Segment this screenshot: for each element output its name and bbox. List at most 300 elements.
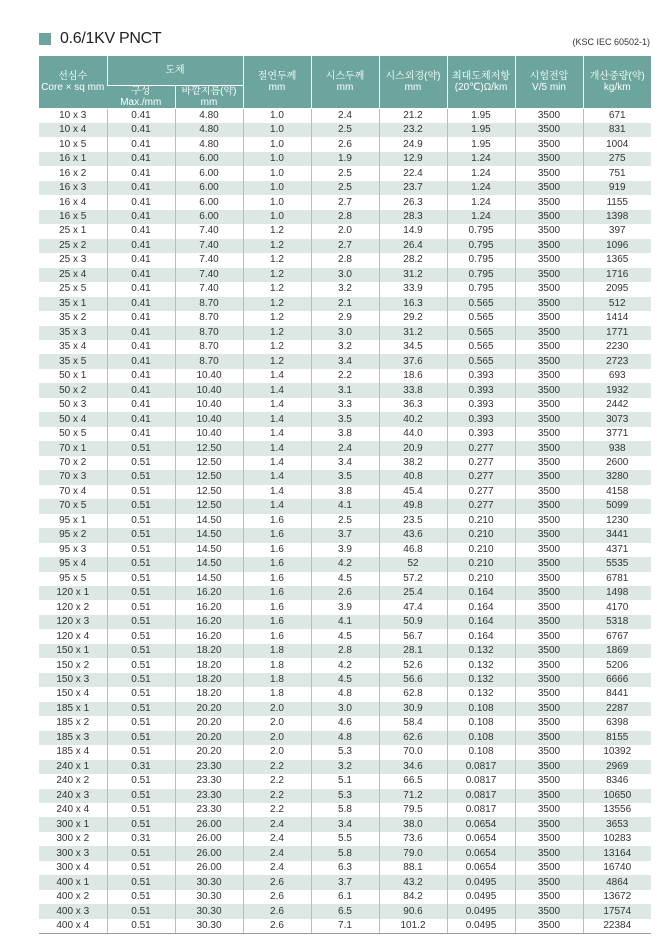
cell-weight: 1096 xyxy=(583,239,651,253)
cell-insulation: 1.0 xyxy=(243,210,311,224)
cell-outer-dia: 26.00 xyxy=(175,861,243,875)
cell-voltage: 3500 xyxy=(515,412,583,426)
cell-voltage: 3500 xyxy=(515,846,583,860)
cell-weight: 671 xyxy=(583,108,651,123)
cell-composition: 0.51 xyxy=(107,572,175,586)
cell-sheath: 3.0 xyxy=(311,268,379,282)
cell-insulation: 2.0 xyxy=(243,731,311,745)
table-row xyxy=(39,268,651,282)
cell-outer-dia: 20.20 xyxy=(175,731,243,745)
cell-core: 25 x 2 xyxy=(39,239,107,253)
cell-sheath-od: 37.6 xyxy=(379,354,447,368)
cell-insulation: 1.2 xyxy=(243,224,311,238)
table-row xyxy=(39,600,651,614)
cell-voltage: 3500 xyxy=(515,673,583,687)
cell-sheath: 5.3 xyxy=(311,789,379,803)
cell-weight: 693 xyxy=(583,369,651,383)
table-row xyxy=(39,774,651,788)
cell-outer-dia: 6.00 xyxy=(175,195,243,209)
table-row xyxy=(39,543,651,557)
cell-composition: 0.41 xyxy=(107,383,175,397)
cell-voltage: 3500 xyxy=(515,861,583,875)
cell-insulation: 1.6 xyxy=(243,543,311,557)
cell-resistance: 0.277 xyxy=(447,441,515,455)
cell-weight: 1869 xyxy=(583,644,651,658)
cell-sheath-od: 25.4 xyxy=(379,586,447,600)
cell-sheath: 2.8 xyxy=(311,253,379,267)
cell-sheath-od: 56.6 xyxy=(379,673,447,687)
table-row xyxy=(39,702,651,716)
cell-voltage: 3500 xyxy=(515,731,583,745)
cell-sheath: 2.7 xyxy=(311,195,379,209)
table-row xyxy=(39,253,651,267)
cell-sheath: 4.5 xyxy=(311,572,379,586)
cell-outer-dia: 23.30 xyxy=(175,803,243,817)
cell-weight: 5318 xyxy=(583,615,651,629)
cell-voltage: 3500 xyxy=(515,181,583,195)
cell-sheath-od: 90.6 xyxy=(379,904,447,918)
table-row xyxy=(39,832,651,846)
cell-sheath: 6.1 xyxy=(311,890,379,904)
table-row xyxy=(39,383,651,397)
table-row xyxy=(39,789,651,803)
cell-outer-dia: 10.40 xyxy=(175,427,243,441)
table-row xyxy=(39,875,651,889)
header-weight-unit: kg/km xyxy=(603,81,631,93)
cell-sheath-od: 40.2 xyxy=(379,412,447,426)
cell-sheath: 2.6 xyxy=(311,137,379,151)
cell-sheath: 3.3 xyxy=(311,398,379,412)
cell-resistance: 0.0654 xyxy=(447,861,515,875)
cell-weight: 1414 xyxy=(583,311,651,325)
cell-weight: 4170 xyxy=(583,600,651,614)
cell-sheath: 3.4 xyxy=(311,456,379,470)
cell-resistance: 1.95 xyxy=(447,123,515,137)
cell-sheath-od: 45.4 xyxy=(379,485,447,499)
cell-sheath-od: 28.3 xyxy=(379,210,447,224)
cell-outer-dia: 20.20 xyxy=(175,745,243,759)
spec-table xyxy=(39,56,651,934)
cell-core: 120 x 3 xyxy=(39,615,107,629)
cell-voltage: 3500 xyxy=(515,166,583,180)
cell-outer-dia: 30.30 xyxy=(175,890,243,904)
cell-weight: 1004 xyxy=(583,137,651,151)
cell-insulation: 2.4 xyxy=(243,832,311,846)
cell-resistance: 0.210 xyxy=(447,528,515,542)
cell-resistance: 0.0495 xyxy=(447,904,515,918)
cell-resistance: 0.795 xyxy=(447,224,515,238)
cell-resistance: 0.565 xyxy=(447,311,515,325)
cell-core: 120 x 1 xyxy=(39,586,107,600)
header-core xyxy=(39,56,107,108)
cell-outer-dia: 26.00 xyxy=(175,846,243,860)
cell-weight: 10650 xyxy=(583,789,651,803)
cell-sheath: 5.3 xyxy=(311,745,379,759)
cell-weight: 2287 xyxy=(583,702,651,716)
table-row xyxy=(39,528,651,542)
cell-composition: 0.51 xyxy=(107,673,175,687)
cell-outer-dia: 7.40 xyxy=(175,239,243,253)
cell-voltage: 3500 xyxy=(515,760,583,774)
cell-resistance: 0.393 xyxy=(447,398,515,412)
table-row xyxy=(39,282,651,296)
cell-insulation: 1.2 xyxy=(243,311,311,325)
cell-sheath-od: 28.2 xyxy=(379,253,447,267)
cell-weight: 17574 xyxy=(583,904,651,918)
cell-core: 150 x 4 xyxy=(56,688,90,700)
table-row xyxy=(39,557,651,571)
cell-outer-dia: 18.20 xyxy=(175,687,243,701)
cell-insulation: 1.2 xyxy=(243,268,311,282)
cell-core: 16 x 2 xyxy=(59,167,87,179)
cell-resistance: 0.795 xyxy=(447,268,515,282)
cell-sheath: 3.4 xyxy=(311,354,379,368)
cell-voltage: 3500 xyxy=(515,137,583,151)
cell-voltage: 3500 xyxy=(515,470,583,484)
cell-sheath-od: 28.1 xyxy=(379,644,447,658)
cell-sheath-od: 58.4 xyxy=(379,716,447,730)
cell-composition: 0.51 xyxy=(107,789,175,803)
cell-core: 185 x 1 xyxy=(39,702,107,716)
header-sheath-od-unit: mm xyxy=(404,81,422,93)
cell-voltage: 3500 xyxy=(515,716,583,730)
table-row xyxy=(39,904,651,918)
cell-sheath-od: 29.2 xyxy=(379,311,447,325)
cell-resistance: 0.0654 xyxy=(447,832,515,846)
cell-core: 16 x 4 xyxy=(59,196,87,208)
cell-outer-dia: 10.40 xyxy=(175,412,243,426)
cell-core: 95 x 5 xyxy=(59,572,87,584)
cell-voltage: 3500 xyxy=(515,543,583,557)
cell-composition: 0.41 xyxy=(107,282,175,296)
cell-weight: 919 xyxy=(583,181,651,195)
cell-sheath-od: 31.2 xyxy=(379,326,447,340)
header-core-label: 선심수 xyxy=(58,70,88,82)
cell-composition: 0.51 xyxy=(107,485,175,499)
cell-sheath: 2.9 xyxy=(311,311,379,325)
cell-composition: 0.51 xyxy=(107,919,175,934)
cell-insulation: 2.6 xyxy=(243,904,311,918)
cell-voltage: 3500 xyxy=(515,108,583,123)
cell-outer-dia: 6.00 xyxy=(175,210,243,224)
cell-composition: 0.41 xyxy=(107,108,175,123)
cell-insulation: 1.8 xyxy=(243,687,311,701)
cell-insulation: 1.0 xyxy=(243,195,311,209)
cell-core: 240 x 2 xyxy=(56,775,90,787)
header-insulation xyxy=(243,56,311,108)
cell-sheath-od: 23.2 xyxy=(379,123,447,137)
cell-composition: 0.41 xyxy=(107,137,175,151)
cell-insulation: 1.4 xyxy=(243,383,311,397)
cell-sheath-od: 34.6 xyxy=(379,760,447,774)
cell-insulation: 1.8 xyxy=(243,658,311,672)
cell-weight: 2095 xyxy=(583,282,651,296)
cell-voltage: 3500 xyxy=(515,644,583,658)
cell-core: 35 x 2 xyxy=(59,312,87,324)
cell-composition: 0.41 xyxy=(107,354,175,368)
cell-resistance: 0.0817 xyxy=(447,789,515,803)
cell-composition: 0.51 xyxy=(107,861,175,875)
cell-sheath-od: 57.2 xyxy=(379,572,447,586)
cell-insulation: 1.0 xyxy=(243,181,311,195)
cell-insulation: 1.2 xyxy=(243,326,311,340)
cell-core: 10 x 5 xyxy=(59,138,87,150)
cell-core: 10 x 4 xyxy=(39,123,107,137)
cell-voltage: 3500 xyxy=(515,832,583,846)
cell-core: 185 x 3 xyxy=(39,731,107,745)
cell-sheath-od: 49.8 xyxy=(379,499,447,513)
cell-resistance: 1.24 xyxy=(447,166,515,180)
cell-outer-dia: 7.40 xyxy=(175,268,243,282)
cell-resistance: 0.277 xyxy=(447,456,515,470)
table-row xyxy=(39,803,651,817)
cell-weight: 2723 xyxy=(583,354,651,368)
cell-insulation: 2.0 xyxy=(243,716,311,730)
cell-sheath-od: 20.9 xyxy=(379,441,447,455)
cell-weight: 8441 xyxy=(583,687,651,701)
cell-outer-dia: 14.50 xyxy=(175,572,243,586)
cell-core: 300 x 1 xyxy=(39,817,107,831)
header-outer-dia-label: 바깥지름(약) xyxy=(181,85,237,97)
cell-sheath: 3.5 xyxy=(311,470,379,484)
cell-insulation: 2.4 xyxy=(243,846,311,860)
cell-weight: 8346 xyxy=(583,774,651,788)
table-row xyxy=(39,297,651,311)
cell-sheath: 3.0 xyxy=(311,326,379,340)
table-row xyxy=(39,340,651,354)
cell-core: 240 x 3 xyxy=(39,789,107,803)
header-insulation-label: 절연두께 xyxy=(257,70,297,82)
cell-core: 400 x 1 xyxy=(39,875,107,889)
cell-weight: 1365 xyxy=(583,253,651,267)
cell-sheath: 4.8 xyxy=(311,687,379,701)
cell-resistance: 0.108 xyxy=(447,731,515,745)
cell-sheath-od: 46.8 xyxy=(379,543,447,557)
cell-insulation: 2.2 xyxy=(243,789,311,803)
header-core-unit: Core × sq mm xyxy=(41,81,105,93)
table-row xyxy=(39,398,651,412)
table-row xyxy=(39,919,651,934)
cell-weight: 3441 xyxy=(583,528,651,542)
cell-resistance: 0.0495 xyxy=(447,890,515,904)
cell-voltage: 3500 xyxy=(515,282,583,296)
cell-outer-dia: 16.20 xyxy=(175,615,243,629)
cell-composition: 0.41 xyxy=(107,297,175,311)
cell-resistance: 0.795 xyxy=(447,253,515,267)
cell-core: 16 x 3 xyxy=(39,181,107,195)
cell-voltage: 3500 xyxy=(515,803,583,817)
cell-core: 70 x 1 xyxy=(39,441,107,455)
cell-sheath: 4.1 xyxy=(311,615,379,629)
title-square-icon xyxy=(39,33,51,45)
cell-resistance: 0.795 xyxy=(447,282,515,296)
table-row xyxy=(39,745,651,759)
cell-composition: 0.41 xyxy=(107,195,175,209)
cell-weight: 1155 xyxy=(583,195,651,209)
cell-weight: 13164 xyxy=(583,846,651,860)
cell-core: 35 x 5 xyxy=(39,354,107,368)
cell-composition: 0.41 xyxy=(107,152,175,166)
cell-sheath: 2.1 xyxy=(311,297,379,311)
cell-composition: 0.51 xyxy=(107,716,175,730)
cell-core: 50 x 1 xyxy=(59,370,87,382)
cell-resistance: 0.795 xyxy=(447,239,515,253)
cell-weight: 275 xyxy=(583,152,651,166)
cell-weight: 397 xyxy=(583,224,651,238)
cell-voltage: 3500 xyxy=(515,789,583,803)
cell-sheath: 7.1 xyxy=(311,919,379,934)
cell-weight: 10392 xyxy=(583,745,651,759)
cell-composition: 0.51 xyxy=(107,803,175,817)
cell-sheath-od: 43.2 xyxy=(379,875,447,889)
cell-weight: 22384 xyxy=(583,919,651,934)
cell-voltage: 3500 xyxy=(515,253,583,267)
cell-sheath-od: 33.8 xyxy=(379,383,447,397)
cell-resistance: 0.108 xyxy=(447,716,515,730)
cell-composition: 0.41 xyxy=(107,239,175,253)
cell-voltage: 3500 xyxy=(515,152,583,166)
cell-resistance: 0.210 xyxy=(447,543,515,557)
cell-outer-dia: 12.50 xyxy=(175,441,243,455)
cell-sheath: 2.8 xyxy=(311,644,379,658)
table-row xyxy=(39,369,651,383)
cell-core: 185 x 2 xyxy=(56,717,90,729)
cell-sheath-od: 23.7 xyxy=(379,181,447,195)
cell-resistance: 1.95 xyxy=(447,137,515,151)
cell-core: 300 x 3 xyxy=(39,846,107,860)
cell-sheath: 2.5 xyxy=(311,514,379,528)
cell-insulation: 1.0 xyxy=(243,123,311,137)
cell-weight: 8155 xyxy=(583,731,651,745)
cell-outer-dia: 4.80 xyxy=(175,137,243,151)
cell-voltage: 3500 xyxy=(515,919,583,934)
cell-voltage: 3500 xyxy=(515,210,583,224)
cell-resistance: 0.0817 xyxy=(447,774,515,788)
cell-resistance: 0.0495 xyxy=(447,875,515,889)
cell-resistance: 0.210 xyxy=(447,572,515,586)
cell-insulation: 1.2 xyxy=(243,354,311,368)
cell-core: 400 x 4 xyxy=(39,919,107,934)
cell-insulation: 1.2 xyxy=(243,340,311,354)
cell-sheath-od: 101.2 xyxy=(379,919,447,934)
cell-core: 10 x 3 xyxy=(59,109,87,121)
cell-voltage: 3500 xyxy=(515,572,583,586)
cell-composition: 0.41 xyxy=(107,181,175,195)
cell-weight: 16740 xyxy=(583,861,651,875)
cell-insulation: 1.2 xyxy=(243,297,311,311)
cell-insulation: 1.6 xyxy=(243,557,311,571)
cell-weight: 6398 xyxy=(583,716,651,730)
cell-outer-dia: 23.30 xyxy=(175,760,243,774)
cell-outer-dia: 12.50 xyxy=(175,470,243,484)
cell-core: 50 x 2 xyxy=(39,383,107,397)
table-row xyxy=(39,123,651,137)
cell-core: 16 x 5 xyxy=(39,210,107,224)
cell-sheath-od: 16.3 xyxy=(379,297,447,311)
table-row xyxy=(39,846,651,860)
cell-core: 50 x 4 xyxy=(39,412,107,426)
header-composition-label: 구성 xyxy=(131,85,151,97)
cell-insulation: 1.4 xyxy=(243,499,311,513)
cell-sheath: 3.0 xyxy=(311,702,379,716)
cell-voltage: 3500 xyxy=(515,485,583,499)
cell-insulation: 1.8 xyxy=(243,673,311,687)
cell-sheath: 2.2 xyxy=(311,369,379,383)
table-row xyxy=(39,210,651,224)
cell-composition: 0.51 xyxy=(107,499,175,513)
cell-sheath-od: 21.2 xyxy=(379,108,447,123)
cell-sheath-od: 44.0 xyxy=(379,427,447,441)
cell-sheath: 3.2 xyxy=(311,760,379,774)
cell-voltage: 3500 xyxy=(515,441,583,455)
cell-sheath: 2.8 xyxy=(311,210,379,224)
cell-core: 120 x 2 xyxy=(56,601,90,613)
cell-composition: 0.51 xyxy=(107,745,175,759)
cell-voltage: 3500 xyxy=(515,224,583,238)
cell-outer-dia: 20.20 xyxy=(175,716,243,730)
cell-weight: 13556 xyxy=(583,803,651,817)
cell-weight: 1498 xyxy=(583,586,651,600)
cell-resistance: 1.24 xyxy=(447,152,515,166)
cell-voltage: 3500 xyxy=(515,629,583,643)
cell-weight: 1716 xyxy=(583,268,651,282)
cell-composition: 0.41 xyxy=(107,412,175,426)
cell-composition: 0.41 xyxy=(107,340,175,354)
cell-sheath: 5.8 xyxy=(311,846,379,860)
cell-weight: 2600 xyxy=(583,456,651,470)
cell-resistance: 0.164 xyxy=(447,629,515,643)
cell-outer-dia: 7.40 xyxy=(175,282,243,296)
cell-insulation: 2.6 xyxy=(243,890,311,904)
cell-voltage: 3500 xyxy=(515,687,583,701)
cell-composition: 0.51 xyxy=(107,456,175,470)
cell-sheath-od: 88.1 xyxy=(379,861,447,875)
cell-sheath: 3.8 xyxy=(311,485,379,499)
cell-sheath-od: 33.9 xyxy=(379,282,447,296)
cell-composition: 0.51 xyxy=(107,774,175,788)
cell-sheath-od: 84.2 xyxy=(379,890,447,904)
cell-sheath-od: 31.2 xyxy=(379,268,447,282)
cell-core: 50 x 3 xyxy=(59,399,87,411)
cell-insulation: 1.4 xyxy=(243,427,311,441)
cell-outer-dia: 26.00 xyxy=(175,832,243,846)
cell-sheath: 2.5 xyxy=(311,166,379,180)
cell-insulation: 1.2 xyxy=(243,239,311,253)
cell-sheath: 4.5 xyxy=(311,673,379,687)
table-row xyxy=(39,890,651,904)
cell-composition: 0.31 xyxy=(107,760,175,774)
cell-sheath: 4.6 xyxy=(311,716,379,730)
cell-weight: 3771 xyxy=(583,427,651,441)
cell-insulation: 2.6 xyxy=(243,875,311,889)
title-text: 0.6/1KV PNCT xyxy=(60,30,162,47)
cell-sheath-od: 52.6 xyxy=(379,658,447,672)
cell-sheath-od: 36.3 xyxy=(379,398,447,412)
cell-outer-dia: 18.20 xyxy=(175,673,243,687)
cell-insulation: 2.0 xyxy=(243,745,311,759)
table-row xyxy=(39,644,651,658)
cell-sheath-od: 79.0 xyxy=(379,846,447,860)
cell-weight: 5099 xyxy=(583,499,651,513)
table-row xyxy=(39,412,651,426)
cell-outer-dia: 12.50 xyxy=(175,485,243,499)
header-composition-unit: Max./mm xyxy=(120,96,162,108)
cell-insulation: 1.8 xyxy=(243,644,311,658)
cell-sheath: 5.5 xyxy=(311,832,379,846)
cell-sheath: 6.5 xyxy=(311,904,379,918)
cell-composition: 0.51 xyxy=(107,557,175,571)
cell-voltage: 3500 xyxy=(515,745,583,759)
